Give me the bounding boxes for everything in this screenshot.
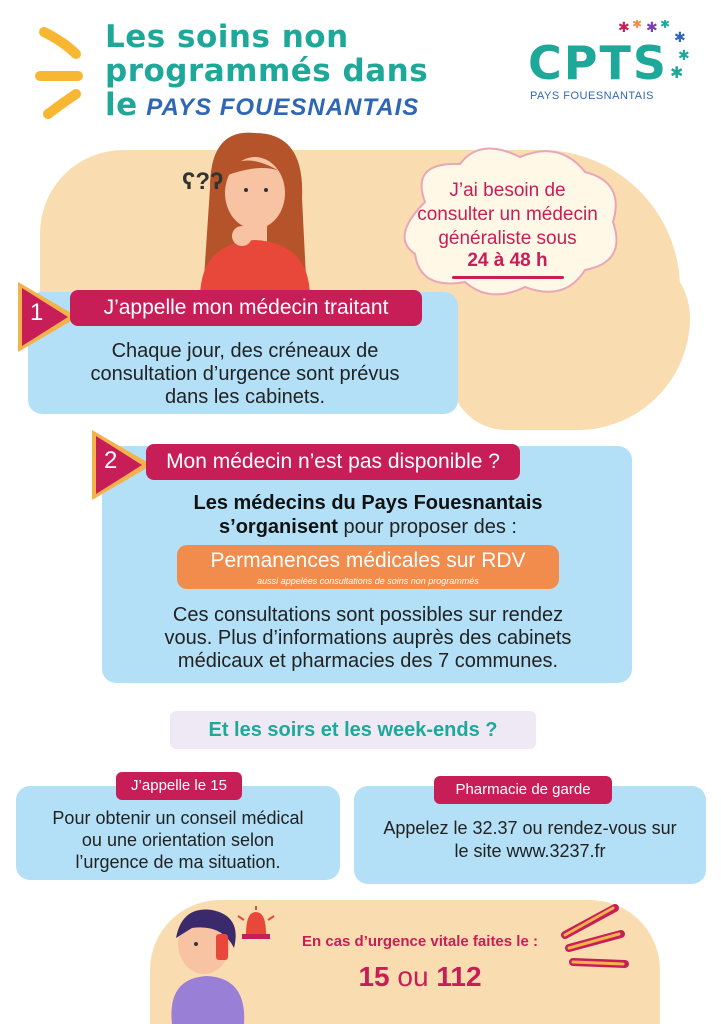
emergency-numbers <box>270 961 570 993</box>
step1-number: 1 <box>30 299 44 326</box>
step2-title: Mon médecin n’est pas disponible ? <box>146 444 520 480</box>
emergency-number-112: 112 <box>436 961 482 992</box>
step2-rest-line-2: pour proposer des : <box>337 516 517 538</box>
call15-line-3: l’urgence de ma situation. <box>75 852 281 872</box>
step2-line-1: Ces consultations sont possibles sur rendez <box>172 604 564 626</box>
title-line-3 <box>105 88 419 125</box>
svg-text:✱: ✱ <box>670 65 684 82</box>
step2-bold-line-2: s’organisent <box>219 516 338 538</box>
step2-line-2: vous. Plus d’informations auprès des cabinets <box>164 627 572 649</box>
svg-text:✱: ✱ <box>646 20 658 35</box>
svg-text:✱: ✱ <box>674 29 686 45</box>
emergency-or: ou <box>397 961 429 992</box>
step2-line-organise <box>110 516 626 539</box>
call15-label: J’appelle le 15 <box>116 772 242 800</box>
title-line-1: Les soins non <box>105 19 349 55</box>
permanences-highlight <box>177 545 559 589</box>
step1-title: J’appelle mon médecin traitant <box>70 290 422 326</box>
step2-bold-line-1: Les médecins du Pays Fouesnantais <box>193 492 543 514</box>
bubble-line-1: J’ai besoin de <box>449 180 566 201</box>
step2-number: 2 <box>104 447 118 474</box>
step1-line-1: Chaque jour, des créneaux de <box>111 340 379 362</box>
title-region: PAYS FOUESNANTAIS <box>146 94 420 121</box>
bubble-line-3: généraliste sous <box>438 228 577 249</box>
step2-number-flag <box>92 430 152 500</box>
title-line-2: programmés dans <box>105 53 429 89</box>
permanences-title: Permanences médicales sur RDV <box>210 549 526 572</box>
emergency-number-15: 15 <box>358 961 390 992</box>
logo-name: CPTS <box>528 36 668 90</box>
emergency-text: En cas d’urgence vitale faites le : <box>302 933 538 950</box>
title-prefix: le <box>105 87 138 123</box>
svg-text:✱: ✱ <box>632 20 643 31</box>
step2-line-3: médicaux et pharmacies des 7 communes. <box>177 650 559 672</box>
question-marks-icon: ʕ?ʔ <box>182 168 224 195</box>
call15-line-1: Pour obtenir un conseil médical <box>52 808 304 828</box>
svg-text:✱: ✱ <box>660 20 671 31</box>
cpts-logo <box>528 20 698 110</box>
bubble-line-4: 24 à 48 h <box>467 250 548 271</box>
svg-text:✱: ✱ <box>618 20 630 35</box>
bubble-line-2: consulter un médecin <box>417 204 598 225</box>
thinking-woman-illustration <box>180 128 330 298</box>
pharmacy-line-2: le site www.3237.fr <box>454 841 606 861</box>
pharmacy-label: Pharmacie de garde <box>434 776 612 804</box>
logo-subtitle: PAYS FOUESNANTAIS <box>530 90 655 102</box>
permanences-subtitle: aussi appelées consultations de soins non programmés <box>257 576 479 586</box>
step1-line-3: dans les cabinets. <box>164 386 326 408</box>
sun-rays-decoration <box>34 24 94 119</box>
pharmacy-line-1: Appelez le 32.37 ou rendez-vous sur <box>383 818 677 838</box>
svg-text:✱: ✱ <box>678 47 690 63</box>
evening-heading: Et les soirs et les week-ends ? <box>170 711 536 749</box>
bubble-underline <box>452 276 564 279</box>
call15-line-2: ou une orientation selon <box>81 830 275 850</box>
step1-line-2: consultation d’urgence sont prévus <box>90 363 400 385</box>
alert-rays-decoration <box>555 900 635 980</box>
